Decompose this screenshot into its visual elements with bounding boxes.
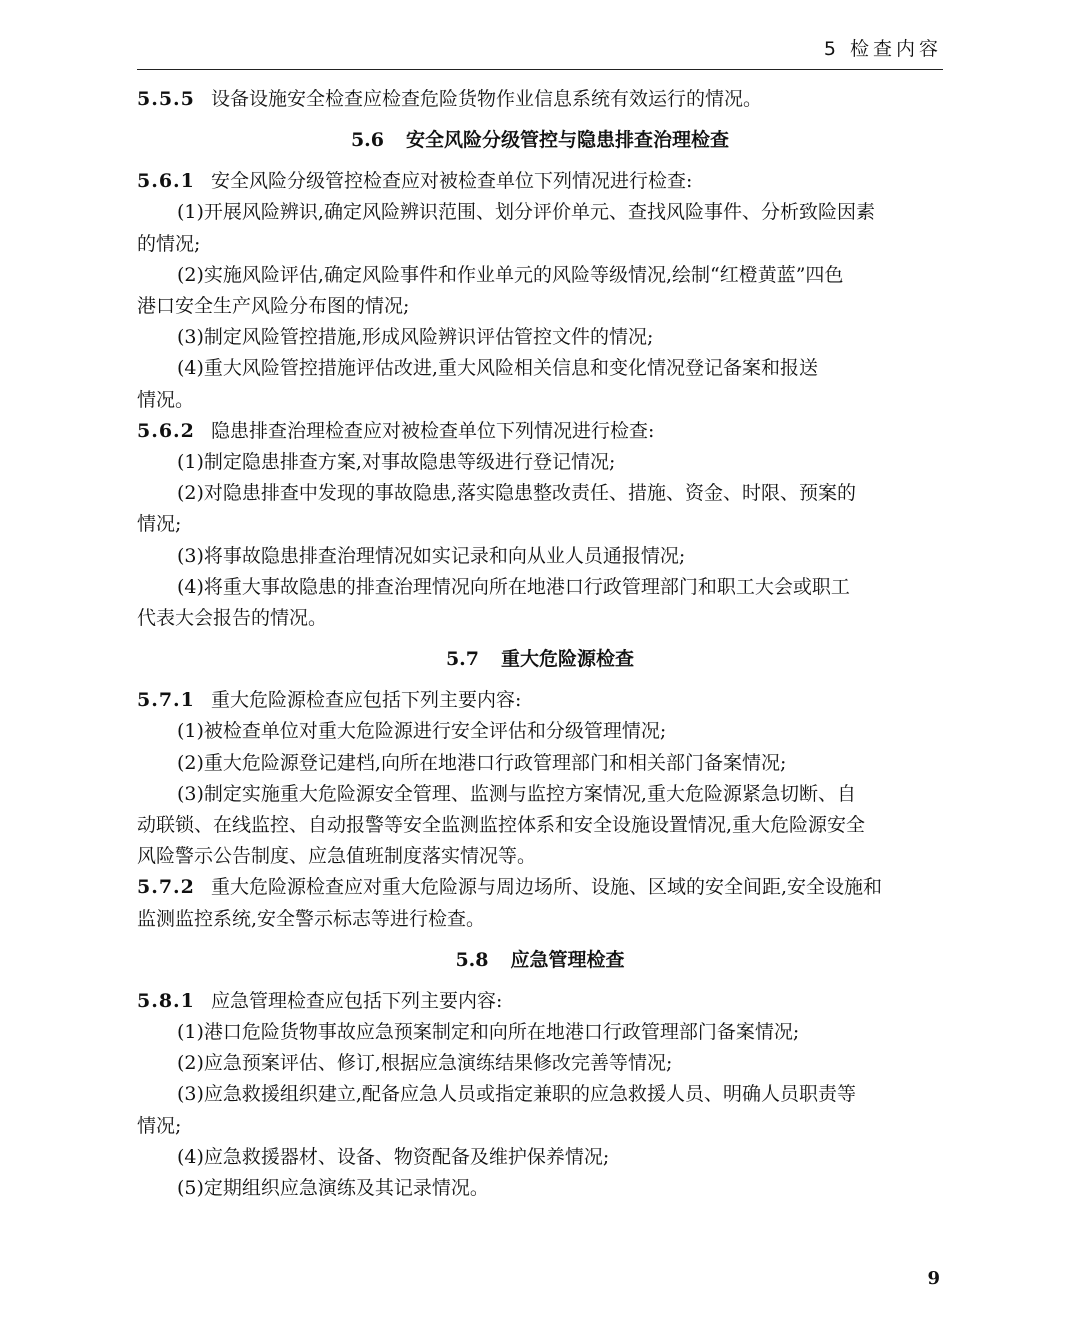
clause-text: 应急管理检查应包括下列主要内容: xyxy=(211,989,503,1012)
section-title: 重大危险源检查 xyxy=(501,648,635,671)
clause-number: 5.8.1 xyxy=(137,989,195,1012)
clause-line xyxy=(137,685,943,716)
list-item-line: (2)应急预案评估、修订,根据应急演练结果修改完善等情况; xyxy=(177,1052,673,1075)
clause-number: 5.7.2 xyxy=(137,876,195,899)
continuation-line: 情况; xyxy=(137,1114,182,1137)
clause-number: 5.5.5 xyxy=(137,88,195,110)
clause-text: 隐患排查治理检查应对被检查单位下列情况进行检查: xyxy=(211,419,655,442)
running-header: 5 检查内容 xyxy=(823,38,942,60)
list-item-line: (3)应急救援组织建立,配备应急人员或指定兼职的应急救援人员、明确人员职责等 xyxy=(177,1083,856,1106)
list-item-line: (1)港口危险货物事故应急预案制定和向所在地港口行政管理部门备案情况; xyxy=(177,1021,800,1044)
list-item-line: (4)应急救援器材、设备、物资配备及维护保养情况; xyxy=(177,1145,610,1168)
section-number: 5.6 xyxy=(350,129,385,152)
list-item-line: (1)制定隐患排查方案,对事故隐患等级进行登记情况; xyxy=(177,451,616,474)
clause-text: 设备设施安全检查应检查危险货物作业信息系统有效运行的情况。 xyxy=(211,88,763,110)
continuation-line: 港口安全生产风险分布图的情况; xyxy=(137,295,410,318)
clause-line xyxy=(137,986,943,1017)
list-item-line: (3)将事故隐患排查治理情况如实记录和向从业人员通报情况; xyxy=(177,544,686,567)
section-heading xyxy=(137,644,943,675)
list-item-line: (3)制定实施重大危险源安全管理、监测与监控方案情况,重大危险源紧急切断、自 xyxy=(177,782,856,805)
continuation-line: 情况。 xyxy=(137,388,195,411)
section-number: 5.7 xyxy=(445,648,480,671)
clause-text: 重大危险源检查应对重大危险源与周边场所、设施、区域的安全间距,安全设施和 xyxy=(211,876,883,899)
clause-number: 5.7.1 xyxy=(137,689,195,712)
continuation-line: 代表大会报告的情况。 xyxy=(137,607,328,630)
list-item-line: (2)实施风险评估,确定风险事件和作业单元的风险等级情况,绘制“红橙黄蓝”四色 xyxy=(177,263,844,286)
clause-line xyxy=(137,84,943,115)
section-number: 5.8 xyxy=(455,948,489,971)
clause-text: 重大危险源检查应包括下列主要内容: xyxy=(211,689,522,712)
list-item-line: (4)重大风险管控措施评估改进,重大风险相关信息和变化情况登记备案和报送 xyxy=(177,357,818,380)
clause-line xyxy=(137,872,943,903)
clause-text: 安全风险分级管控检查应对被检查单位下列情况进行检查: xyxy=(211,170,693,193)
section-title: 安全风险分级管控与隐患排查治理检查 xyxy=(406,129,730,152)
list-item-line: (4)将重大事故隐患的排查治理情况向所在地港口行政管理部门和职工大会或职工 xyxy=(177,575,850,598)
continuation-line: 动联锁、在线监控、自动报警等安全监测监控体系和安全设施设置情况,重大危险源安全 xyxy=(137,814,866,837)
header-rule xyxy=(137,69,943,70)
page-body xyxy=(137,84,943,1204)
section-heading xyxy=(137,125,943,156)
continuation-line: 情况; xyxy=(137,513,182,536)
section-heading xyxy=(137,945,943,976)
list-item-line: (5)定期组织应急演练及其记录情况。 xyxy=(177,1177,489,1200)
list-item-line: (1)被检查单位对重大危险源进行安全评估和分级管理情况; xyxy=(177,720,667,743)
list-item-line: (2)重大危险源登记建档,向所在地港口行政管理部门和相关部门备案情况; xyxy=(177,751,787,774)
continuation-line: 的情况; xyxy=(137,232,201,255)
clause-number: 5.6.2 xyxy=(137,419,195,442)
clause-line xyxy=(137,166,943,197)
clause-line xyxy=(137,416,943,447)
continuation-line: 监测监控系统,安全警示标志等进行检查。 xyxy=(137,907,486,930)
page-number: 9 xyxy=(927,1268,940,1289)
list-item-line: (3)制定风险管控措施,形成风险辨识评估管控文件的情况; xyxy=(177,326,654,349)
list-item-line: (2)对隐患排查中发现的事故隐患,落实隐患整改责任、措施、资金、时限、预案的 xyxy=(177,482,856,505)
section-title: 应急管理检查 xyxy=(510,948,625,971)
clause-number: 5.6.1 xyxy=(137,170,195,193)
list-item-line: (1)开展风险辨识,确定风险辨识范围、划分评价单元、查找风险事件、分析致险因素 xyxy=(177,201,875,224)
continuation-line: 风险警示公告制度、应急值班制度落实情况等。 xyxy=(137,845,537,868)
